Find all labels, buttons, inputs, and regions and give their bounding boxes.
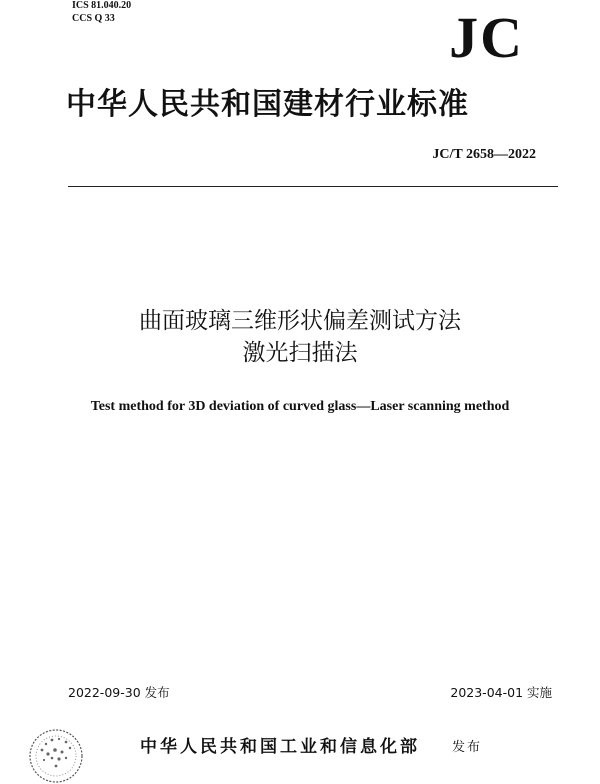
standard-code-letters: JC	[449, 5, 524, 70]
standard-category-title: 中华人民共和国建材行业标准	[66, 87, 469, 122]
issuing-authority: 中华人民共和国工业和信息化部	[140, 737, 420, 757]
ccs-code: CCS Q 33	[72, 13, 115, 24]
header-divider	[68, 186, 558, 187]
standard-number: JC/T 2658—2022	[432, 147, 536, 162]
chinese-title-line-1: 曲面玻璃三维形状偏差测试方法	[139, 308, 461, 334]
chinese-title-line-2: 激光扫描法	[242, 340, 358, 366]
ministry-seal-icon	[28, 728, 84, 784]
issuer-action: 发布	[452, 740, 483, 755]
ics-code: ICS 81.040.20	[72, 0, 132, 11]
english-title: Test method for 3D deviation of curved glass—Laser scanning method	[90, 399, 510, 414]
implementation-date: 2023-04-01 实施	[450, 685, 552, 700]
issue-date: 2022-09-30 发布	[68, 685, 170, 700]
